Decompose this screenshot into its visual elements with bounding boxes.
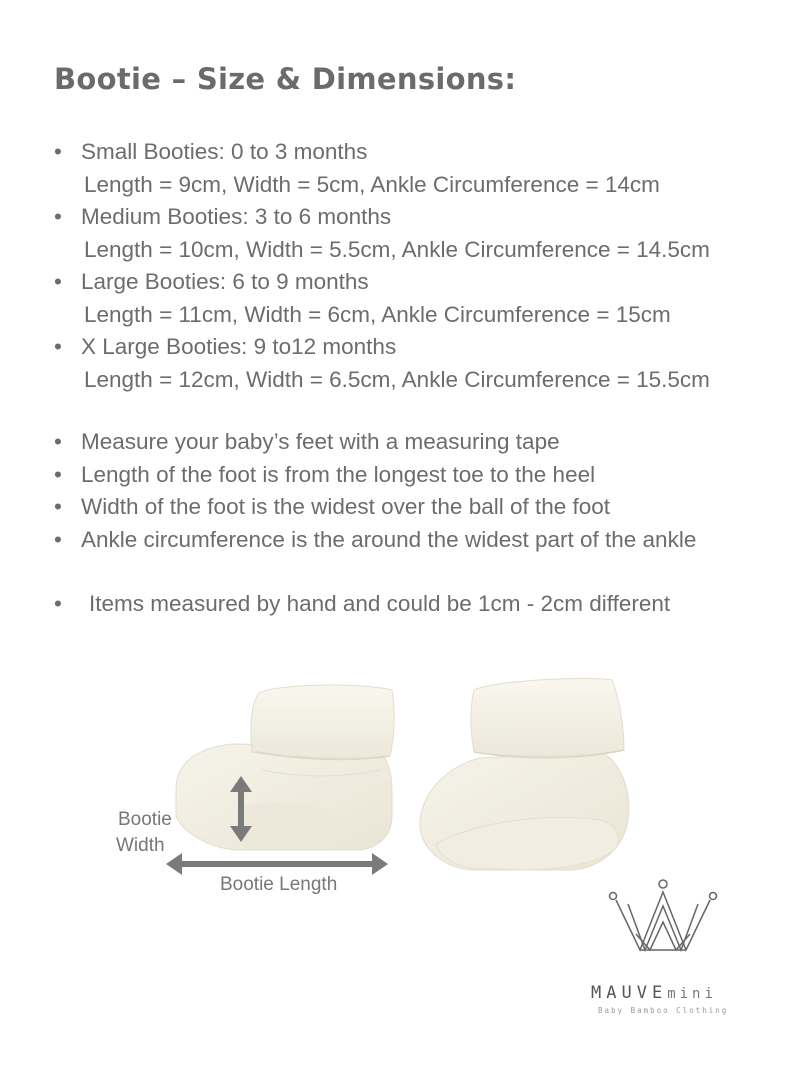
bullet-icon: • — [54, 334, 62, 359]
size-name: Large Booties: 6 to 9 months — [81, 269, 369, 294]
bullet-icon: • — [54, 139, 62, 164]
brand-suffix: mini — [667, 986, 717, 1002]
size-item-xlarge — [54, 331, 710, 396]
bootie-figure — [0, 660, 798, 1064]
bullet-icon: • — [54, 494, 62, 519]
brand-main: MAUVE — [591, 983, 668, 1003]
size-list — [54, 136, 710, 396]
note-list — [54, 588, 670, 621]
right-bootie-image — [420, 678, 629, 870]
tip-text: Width of the foot is the widest over the ball of the foot — [81, 494, 611, 519]
size-dimensions: Length = 11cm, Width = 6cm, Ankle Circumference = 15cm — [84, 301, 671, 327]
bootie-width-label-line1: Bootie — [118, 809, 172, 830]
tip-text: Length of the foot is from the longest toe to the heel — [81, 461, 596, 487]
size-name: X Large Booties: 9 to12 months — [81, 334, 397, 359]
measuring-tips-list — [54, 426, 696, 556]
size-name: Medium Booties: 3 to 6 months — [81, 204, 392, 229]
note-text: Items measured by hand and could be 1cm - 2cm different — [89, 591, 671, 616]
left-bootie-image — [176, 685, 394, 850]
bullet-icon: • — [54, 591, 62, 616]
size-item-large — [54, 266, 710, 331]
tip-text: Ankle circumference is the around the widest part of the ankle — [81, 526, 697, 552]
size-dimensions: Length = 12cm, Width = 6.5cm, Ankle Circumference = 15.5cm — [84, 366, 710, 392]
crown-icon — [610, 880, 717, 950]
bootie-length-label: Bootie Length — [220, 874, 338, 895]
bullet-icon: • — [54, 526, 62, 552]
bullet-icon: • — [54, 204, 62, 229]
bootie-width-label-line2: Width — [116, 835, 165, 856]
brand-logo-text — [591, 983, 717, 1003]
bullet-icon: • — [54, 461, 62, 487]
bullet-icon: • — [54, 269, 62, 294]
tip-item — [54, 491, 696, 524]
tip-text: Measure your baby’s feet with a measuring tape — [81, 429, 560, 454]
size-item-small — [54, 136, 710, 201]
bullet-icon: • — [54, 429, 62, 454]
size-item-medium — [54, 201, 710, 266]
bootie-illustration — [0, 660, 798, 1064]
note-item — [54, 588, 670, 621]
tip-item — [54, 524, 696, 557]
size-dimensions: Length = 9cm, Width = 5cm, Ankle Circumference = 14cm — [84, 171, 660, 197]
size-dimensions: Length = 10cm, Width = 5.5cm, Ankle Circumference = 14.5cm — [84, 236, 710, 262]
size-name: Small Booties: 0 to 3 months — [81, 139, 368, 164]
brand-tagline: Baby Bamboo Clothing — [598, 1006, 729, 1015]
tip-item — [54, 426, 696, 459]
page-title: Bootie – Size & Dimensions: — [54, 62, 517, 96]
tip-item — [54, 459, 696, 492]
